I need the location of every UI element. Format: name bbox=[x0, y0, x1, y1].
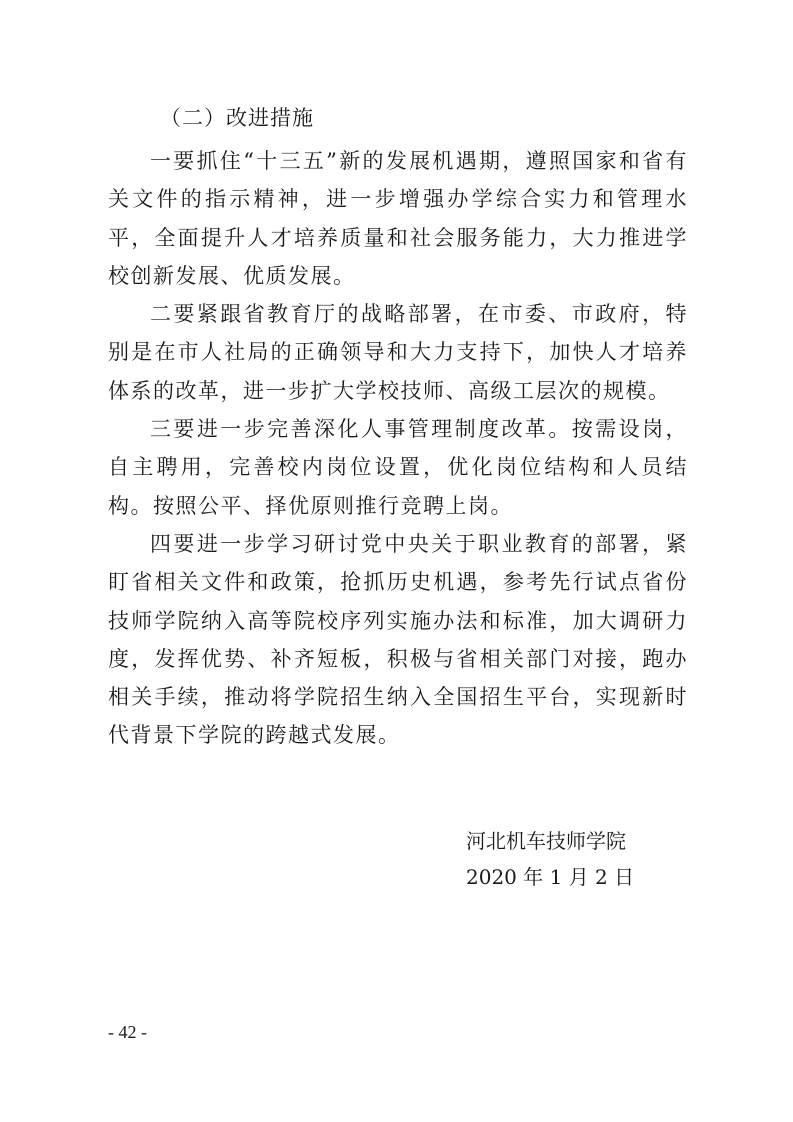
signature-organization: 河北机车技师学院 bbox=[466, 829, 626, 853]
signature-block bbox=[466, 823, 634, 895]
paragraph-1: 一要抓住“十三五”新的发展机遇期，遵照国家和省有关文件的指示精神，进一步增强办学综合实力和管理水平，全面提升人才培养质量和社会服务能力，大力推进学校创新发展、优质发展。 bbox=[108, 149, 688, 288]
page-number: - 42 - bbox=[108, 1022, 147, 1042]
section-heading: （二）改进措施 bbox=[160, 106, 314, 130]
paragraph-2: 二要紧跟省教育厅的战略部署，在市委、市政府，特别是在市人社局的正确领导和大力支持下，加快人才培养体系的改革，进一步扩大学校技师、高级工层次的规模。 bbox=[108, 302, 688, 403]
body-text bbox=[108, 142, 688, 755]
paragraph-3: 三要进一步完善深化人事管理制度改革。按需设岗，自主聘用，完善校内岗位设置，优化岗位结构和人员结构。按照公平、择优原则推行竞聘上岗。 bbox=[108, 417, 688, 518]
paragraph-4: 四要进一步学习研讨党中央关于职业教育的部署，紧盯省相关文件和政策，抢抓历史机遇，参考先行试点省份技师学院纳入高等院校序列实施办法和标准，加大调研力度，发挥优势、补齐短板，积极与省相关部门对接，跑办相关手续，推动将学院招生纳入全国招生平台，实现新时代背景下学院的跨越式发展。 bbox=[108, 531, 688, 748]
signature-date: 2020 年 1 月 2 日 bbox=[466, 865, 635, 889]
